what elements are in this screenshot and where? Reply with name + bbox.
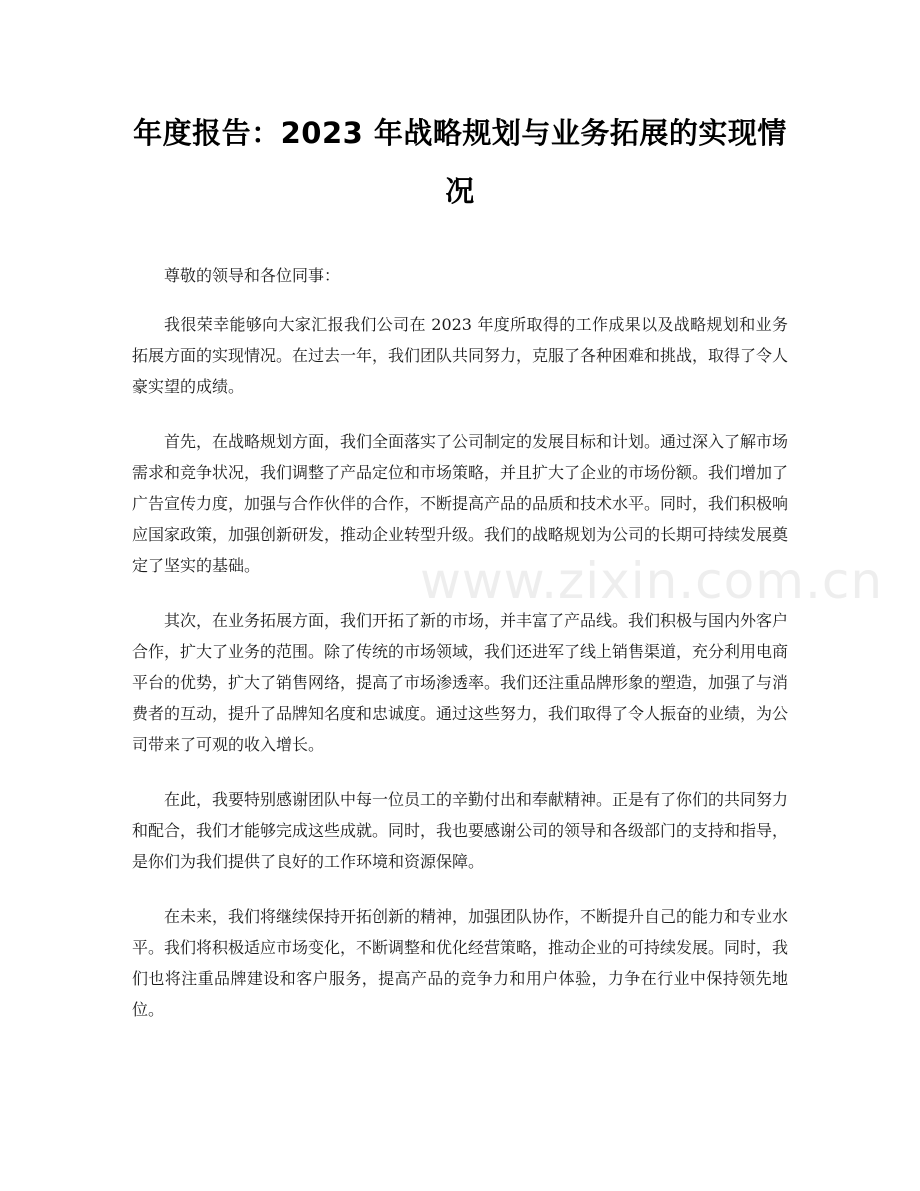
paragraph-5: 在未来，我们将继续保持开拓创新的精神，加强团队协作，不断提升自己的能力和专业水平。我们将积极适应市场变化，不断调整和优化经营策略，推动企业的可持续发展。同时，我们也将注重品牌建设和客户服务，提高产品的竞争力和用户体验，力争在行业中保持领先地位。 — [132, 907, 789, 1019]
paragraph-2: 首先，在战略规划方面，我们全面落实了公司制定的发展目标和计划。通过深入了解市场需求和竞争状况，我们调整了产品定位和市场策略，并且扩大了企业的市场份额。我们增加了广告宣传力度，加强与合作伙伴的合作，不断提高产品的品质和技术水平。同时，我们积极响应国家政策，加强创新研发，推动企业转型升级。我们的战略规划为公司的长期可持续发展奠定了坚实的基础。 — [132, 432, 789, 575]
paragraph-3: 其次，在业务拓展方面，我们开拓了新的市场，并丰富了产品线。我们积极与国内外客户合作，扩大了业务的范围。除了传统的市场领域，我们还进军了线上销售渠道，充分利用电商平台的优势，扩大了销售网络，提高了市场渗透率。我们还注重品牌形象的塑造，加强了与消费者的互动，提升了品牌知名度和忠诚度。通过这些努力，我们取得了令人振奋的业绩，为公司带来了可观的收入增长。 — [132, 611, 789, 754]
paragraph-1: 我很荣幸能够向大家汇报我们公司在 2023 年度所取得的工作成果以及战略规划和业务拓展方面的实现情况。在过去一年，我们团队共同努力，克服了各种困难和挑战，取得了令人豪实望的成绩。 — [132, 315, 789, 396]
document-title: 年度报告：2023 年战略规划与业务拓展的实现情况 — [133, 116, 787, 208]
document-body — [132, 260, 788, 1025]
watermark: www.zixin.com.cn — [420, 552, 884, 610]
greeting: 尊敬的领导和各位同事： — [164, 266, 341, 285]
paragraph-4: 在此，我要特别感谢团队中每一位员工的辛勤付出和奉献精神。正是有了你们的共同努力和配合，我们才能够完成这些成就。同时，我也要感谢公司的领导和各级部门的支持和指导，是你们为我们提供了良好的工作环境和资源保障。 — [132, 790, 789, 871]
